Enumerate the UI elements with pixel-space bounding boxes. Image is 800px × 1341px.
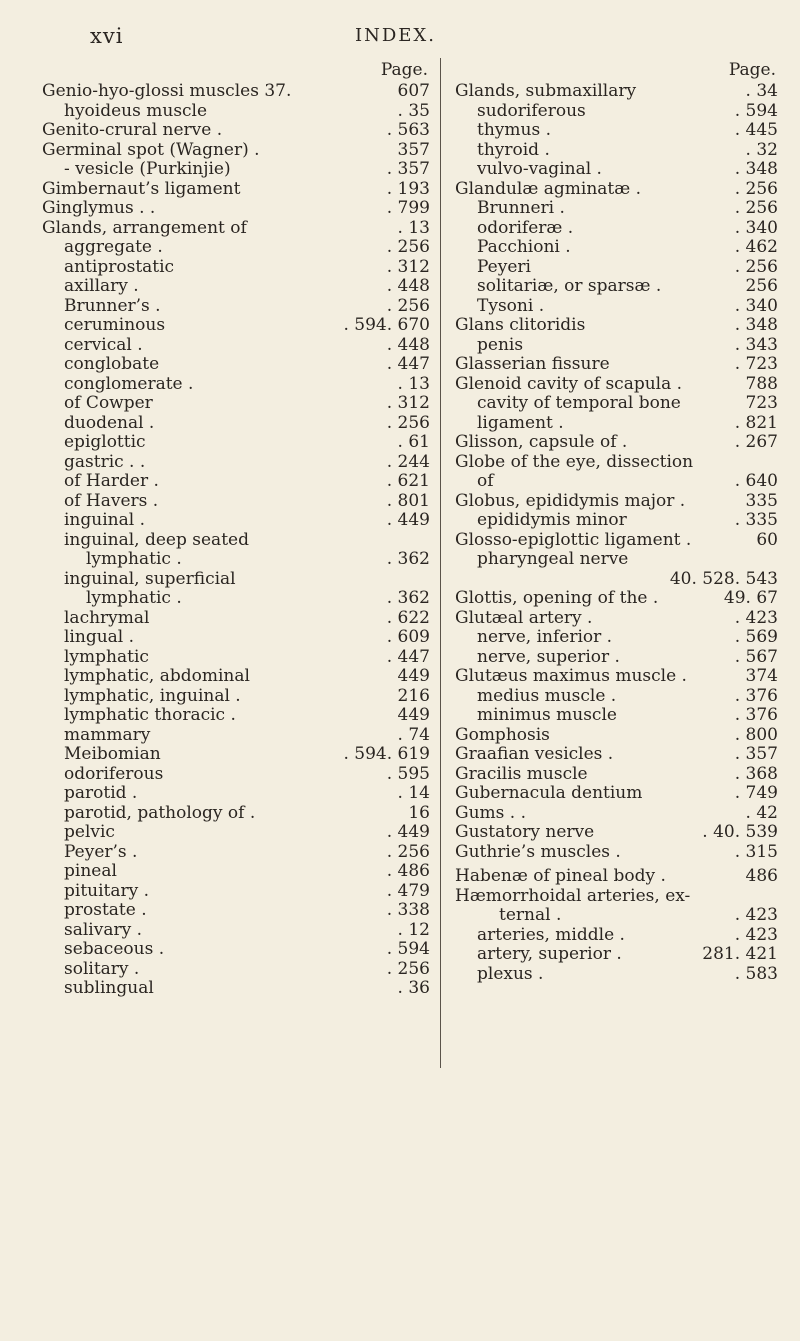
index-term: lymphatic <box>64 647 149 667</box>
index-term: pituitary . <box>64 881 150 901</box>
index-page-ref: . 357 <box>386 159 430 179</box>
index-term: Glutæus maximus muscle . <box>455 667 687 686</box>
index-entry <box>42 706 430 726</box>
index-term: pineal <box>64 862 117 881</box>
index-entry <box>455 726 778 746</box>
index-page-ref: . 376 <box>734 685 778 706</box>
index-term: cavity of temporal bone <box>477 394 681 413</box>
right-entry-list <box>455 82 778 984</box>
index-page-ref: . 563 <box>386 120 430 140</box>
index-entry <box>455 745 778 765</box>
index-page-ref: 335 <box>745 490 778 511</box>
index-term: thymus . <box>477 121 551 140</box>
index-page-ref: . 34 <box>745 81 778 101</box>
index-page-ref: . 343 <box>734 334 778 355</box>
index-entry <box>42 433 430 453</box>
index-page-ref: . 74 <box>397 724 430 745</box>
index-term: penis <box>477 335 524 355</box>
index-term: pelvic <box>64 823 115 842</box>
index-entry <box>455 867 778 887</box>
index-term: Globe of the eye, dissection <box>455 452 694 472</box>
index-entry <box>42 355 430 375</box>
index-term: Tysoni . <box>477 296 545 316</box>
index-page-ref: . 447 <box>386 646 430 667</box>
index-term: sebaceous . <box>64 940 165 959</box>
index-page-ref: . 423 <box>734 905 778 925</box>
index-entry <box>455 609 778 629</box>
index-entry <box>42 667 430 687</box>
index-term: Glottis, opening of the . <box>455 589 659 608</box>
index-term: lymphatic . <box>86 550 182 569</box>
index-page-ref: . 312 <box>386 256 430 277</box>
index-page-ref: . 40. 539 <box>702 822 778 842</box>
index-entry <box>455 965 778 985</box>
index-term: gastric . . <box>64 452 146 472</box>
index-page-ref: . 256 <box>386 237 430 257</box>
index-entry <box>42 102 430 122</box>
index-term: salivary . <box>64 920 143 940</box>
index-entry <box>455 906 778 926</box>
index-term: Glandulæ agminatæ . <box>455 179 642 199</box>
index-page-ref: . 362 <box>386 588 430 608</box>
index-entry <box>455 765 778 785</box>
index-entry <box>455 219 778 239</box>
index-term: vulvo-vaginal . <box>477 160 602 179</box>
index-page-ref: 60 <box>756 529 778 550</box>
index-page-ref: . 340 <box>734 217 778 238</box>
index-page-ref: 374 <box>745 666 778 686</box>
index-term: Glands, submaxillary <box>455 82 637 101</box>
index-entry <box>455 926 778 946</box>
index-entry <box>42 921 430 941</box>
index-term: conglomerate . <box>64 374 194 394</box>
index-entry <box>455 511 778 531</box>
index-entry <box>42 901 430 921</box>
index-page-ref: . 749 <box>734 783 778 803</box>
index-page-ref: . 622 <box>386 607 430 628</box>
index-page-ref: 216 <box>397 685 430 706</box>
index-term: lymphatic, abdominal <box>64 667 250 686</box>
index-term: lingual . <box>64 628 135 647</box>
index-page-ref: . 449 <box>386 510 430 530</box>
index-page-ref: . 335 <box>734 510 778 530</box>
index-page-ref: . 462 <box>734 237 778 257</box>
index-entry <box>455 804 778 824</box>
index-term: Brunner’s . <box>64 296 161 316</box>
index-entry <box>42 180 430 200</box>
left-page-label: Page. <box>380 60 428 80</box>
index-entry <box>455 336 778 356</box>
index-entry <box>455 355 778 375</box>
index-term: inguinal . <box>64 511 145 530</box>
index-term: epiglottic <box>64 433 146 452</box>
index-entry <box>42 745 430 765</box>
index-entry <box>455 141 778 161</box>
index-page-ref: . 594 <box>386 939 430 959</box>
index-term: lachrymal <box>64 608 150 628</box>
index-page-ref: . 376 <box>734 705 778 725</box>
index-entry <box>42 862 430 882</box>
index-entry <box>455 121 778 141</box>
index-entry <box>42 472 430 492</box>
index-page-ref: 449 <box>397 705 430 725</box>
index-page-ref: 49. 67 <box>723 588 778 608</box>
index-term: Gubernacula dentium <box>455 784 643 803</box>
index-entry <box>42 375 430 395</box>
index-entry <box>455 648 778 668</box>
index-page-ref: . 799 <box>386 198 430 218</box>
index-page-ref: . 723 <box>734 354 778 374</box>
index-page-ref: 40. 528. 543 <box>669 568 778 589</box>
index-entry <box>42 531 430 551</box>
index-entry <box>42 628 430 648</box>
index-page-ref: . 801 <box>386 490 430 511</box>
index-page-ref: . 821 <box>734 412 778 433</box>
index-term: duodenal . <box>64 413 155 433</box>
index-page-ref: 281. 421 <box>702 944 778 964</box>
index-term: Glands, arrangement of <box>42 218 247 238</box>
index-term: pharyngeal nerve <box>477 550 629 569</box>
index-page-ref: . 594. 670 <box>343 315 430 335</box>
left-column <box>42 58 430 999</box>
index-entry <box>42 843 430 863</box>
index-term: Glasserian fissure <box>455 355 610 374</box>
index-page-ref: . 267 <box>734 432 778 452</box>
index-entry <box>42 823 430 843</box>
index-entry <box>42 979 430 999</box>
index-term: Peyeri <box>477 257 531 277</box>
index-term: hyoideus muscle <box>64 101 208 121</box>
index-term: of <box>477 472 494 491</box>
index-term: conglobate <box>64 355 160 374</box>
index-entry <box>455 199 778 219</box>
index-entry <box>42 82 430 102</box>
index-entry <box>455 102 778 122</box>
index-term: Meibomian <box>64 745 161 764</box>
index-term: mammary <box>64 725 151 745</box>
index-term: Gustatory nerve <box>455 823 595 842</box>
index-term: lymphatic, inguinal . <box>64 686 241 706</box>
index-term: Glisson, capsule of . <box>455 433 628 452</box>
index-term: medius muscle . <box>477 686 617 706</box>
index-entry <box>455 706 778 726</box>
index-entry <box>455 843 778 863</box>
index-entry <box>455 531 778 551</box>
index-entry <box>42 804 430 824</box>
index-term: prostate . <box>64 901 147 920</box>
index-term: Glosso-epiglottic ligament . <box>455 530 692 550</box>
index-entry <box>455 433 778 453</box>
index-entry <box>455 297 778 317</box>
index-term: Glans clitoridis <box>455 316 586 335</box>
index-term: Ginglymus . . <box>42 199 156 218</box>
index-entry <box>455 277 778 297</box>
index-page-ref: . 13 <box>397 373 430 394</box>
index-page-ref: . 256 <box>734 256 778 277</box>
index-term: axillary . <box>64 277 139 296</box>
index-page-ref: . 32 <box>745 139 778 160</box>
index-term: Genio-hyo-glossi muscles 37. <box>42 82 292 101</box>
index-entry <box>455 589 778 609</box>
index-entry <box>42 765 430 785</box>
index-page-ref: . 12 <box>397 919 430 940</box>
index-page-ref: . 348 <box>734 315 778 335</box>
running-title: INDEX. <box>355 25 436 46</box>
index-page-ref: . 594. 619 <box>343 744 430 764</box>
index-entry <box>455 414 778 434</box>
index-page-ref: . 312 <box>386 393 430 413</box>
index-entry <box>42 258 430 278</box>
index-entry <box>42 160 430 180</box>
index-page-ref: . 567 <box>734 646 778 667</box>
index-entry <box>455 945 778 965</box>
index-entry <box>42 219 430 239</box>
index-page-ref: 357 <box>397 139 430 160</box>
index-term: solitariæ, or sparsæ . <box>477 277 662 296</box>
index-entry <box>42 121 430 141</box>
index-page-ref: . 423 <box>734 924 778 945</box>
index-entry <box>42 511 430 531</box>
index-term: parotid . <box>64 784 138 803</box>
index-page-ref: . 423 <box>734 607 778 628</box>
index-term: solitary . <box>64 959 140 979</box>
left-entry-list <box>42 82 430 999</box>
index-term: - vesicle (Purkinjie) <box>64 160 231 179</box>
index-entry <box>42 726 430 746</box>
index-page-ref: . 338 <box>386 900 430 920</box>
index-term: minimus muscle <box>477 706 617 725</box>
index-entry <box>42 199 430 219</box>
index-page-ref: . 315 <box>734 841 778 862</box>
index-term: Peyer’s . <box>64 842 138 862</box>
index-page-ref: . 569 <box>734 627 778 647</box>
index-page-ref: 256 <box>745 276 778 296</box>
index-page-ref: . 362 <box>386 549 430 569</box>
index-entry <box>455 394 778 414</box>
index-page-ref: . 61 <box>397 432 430 452</box>
index-page-ref: . 447 <box>386 354 430 374</box>
index-entry <box>42 336 430 356</box>
index-term: ternal . <box>499 906 562 925</box>
index-term: Pacchioni . <box>477 238 571 257</box>
index-page-ref: . 340 <box>734 295 778 316</box>
index-term: of Havers . <box>64 491 159 511</box>
index-entry <box>455 453 778 473</box>
index-page-ref: . 583 <box>734 963 778 984</box>
index-entry <box>455 492 778 512</box>
index-term: odoriferous <box>64 764 164 784</box>
index-term: thyroid . <box>477 140 550 160</box>
index-entry <box>455 570 778 590</box>
index-term: cervical . <box>64 335 143 355</box>
index-entry <box>455 82 778 102</box>
index-page-ref: . 256 <box>734 198 778 218</box>
index-term: parotid, pathology of . <box>64 803 256 823</box>
index-page-ref: 607 <box>397 81 430 101</box>
index-entry <box>42 687 430 707</box>
index-page-ref: . 256 <box>386 295 430 316</box>
index-term: odoriferæ . <box>477 218 574 238</box>
index-entry <box>42 277 430 297</box>
index-page-ref: . 449 <box>386 822 430 842</box>
index-page-ref: . 595 <box>386 763 430 784</box>
index-entry <box>455 160 778 180</box>
index-term: Gimbernaut’s ligament <box>42 179 241 199</box>
right-column <box>440 58 778 1068</box>
index-page-ref: . 640 <box>734 471 778 491</box>
index-page-ref: . 800 <box>734 724 778 745</box>
index-entry <box>42 960 430 980</box>
index-entry <box>42 589 430 609</box>
index-term: ligament . <box>477 413 564 433</box>
index-term: Brunneri . <box>477 199 565 218</box>
index-term: ceruminous <box>64 316 166 335</box>
index-page-ref: . 193 <box>386 178 430 199</box>
index-entry <box>42 882 430 902</box>
index-term: Graafian vesicles . <box>455 745 614 764</box>
index-entry <box>42 414 430 434</box>
index-term: nerve, superior . <box>477 647 620 667</box>
index-page-ref: . 244 <box>386 451 430 472</box>
index-term: lymphatic thoracic . <box>64 706 236 725</box>
index-page-ref: 723 <box>745 393 778 413</box>
index-entry <box>455 316 778 336</box>
index-page-ref: . 348 <box>734 159 778 179</box>
index-entry <box>42 141 430 161</box>
index-term: Habenæ of pineal body . <box>455 867 666 886</box>
index-entry <box>42 550 430 570</box>
index-term: Gracilis muscle <box>455 764 588 784</box>
index-entry <box>42 648 430 668</box>
index-term: arteries, middle . <box>477 925 625 945</box>
index-page-ref: . 35 <box>397 100 430 121</box>
index-term: nerve, inferior . <box>477 628 613 647</box>
index-page-ref: . 445 <box>734 120 778 140</box>
index-term: Glutæal artery . <box>455 608 593 628</box>
index-entry <box>455 180 778 200</box>
right-page-label: Page. <box>728 60 776 80</box>
index-entry <box>42 297 430 317</box>
index-entry <box>455 375 778 395</box>
index-term: of Harder . <box>64 472 159 491</box>
index-page-ref: . 448 <box>386 276 430 296</box>
index-page-ref: . 256 <box>386 958 430 979</box>
index-page-ref: . 36 <box>397 978 430 998</box>
index-entry <box>42 609 430 629</box>
index-term: Glenoid cavity of scapula . <box>455 374 683 394</box>
index-page-ref: . 609 <box>386 627 430 647</box>
index-entry <box>455 238 778 258</box>
index-entry <box>42 784 430 804</box>
index-entry <box>42 453 430 473</box>
index-term: Guthrie’s muscles . <box>455 842 621 862</box>
index-term: Gomphosis <box>455 725 550 745</box>
index-term: plexus . <box>477 964 544 984</box>
index-page-ref: . 13 <box>397 217 430 238</box>
index-term: inguinal, deep seated <box>64 530 249 550</box>
index-page-ref: . 486 <box>386 861 430 881</box>
index-entry <box>455 887 778 907</box>
index-entry <box>455 687 778 707</box>
index-term: Gums . . <box>455 803 526 823</box>
index-page-ref: . 42 <box>745 802 778 823</box>
index-page-ref: . 256 <box>386 841 430 862</box>
index-entry <box>42 570 430 590</box>
index-page-ref: . 448 <box>386 334 430 355</box>
index-entry <box>455 472 778 492</box>
index-page-ref: . 479 <box>386 880 430 901</box>
index-entry <box>455 784 778 804</box>
index-entry <box>455 823 778 843</box>
index-page-ref: 788 <box>745 373 778 394</box>
index-page-ref: . 621 <box>386 471 430 491</box>
index-page-ref: . 594 <box>734 100 778 121</box>
page-number: xvi <box>90 24 124 48</box>
index-page-ref: 449 <box>397 666 430 686</box>
index-term: lymphatic . <box>86 589 182 608</box>
index-entry <box>42 316 430 336</box>
index-term: epididymis minor <box>477 511 627 530</box>
index-page-ref: . 368 <box>734 763 778 784</box>
index-term: artery, superior . <box>477 945 622 964</box>
index-term: Genito-crural nerve . <box>42 121 223 140</box>
index-term: Globus, epididymis major . <box>455 491 686 511</box>
index-page-ref: . 357 <box>734 744 778 764</box>
index-page-ref: . 14 <box>397 783 430 803</box>
index-entry <box>42 394 430 414</box>
index-term: Hæmorrhoidal arteries, ex- <box>455 886 691 906</box>
index-term: inguinal, superficial <box>64 569 236 589</box>
index-entry <box>42 940 430 960</box>
index-entry <box>455 258 778 278</box>
index-entry <box>455 550 778 570</box>
index-term: sublingual <box>64 979 154 998</box>
index-entry <box>455 628 778 648</box>
index-term: Germinal spot (Wagner) . <box>42 140 260 160</box>
index-page-ref: 486 <box>745 866 778 886</box>
index-term: aggregate . <box>64 238 163 257</box>
index-page-ref: . 256 <box>386 412 430 433</box>
index-entry <box>42 492 430 512</box>
index-term: of Cowper <box>64 394 153 413</box>
index-term: antiprostatic <box>64 257 175 277</box>
index-term: sudoriferous <box>477 101 586 121</box>
index-page-ref: 16 <box>408 802 430 823</box>
index-entry <box>42 238 430 258</box>
index-entry <box>455 667 778 687</box>
index-page-ref: . 256 <box>734 178 778 199</box>
